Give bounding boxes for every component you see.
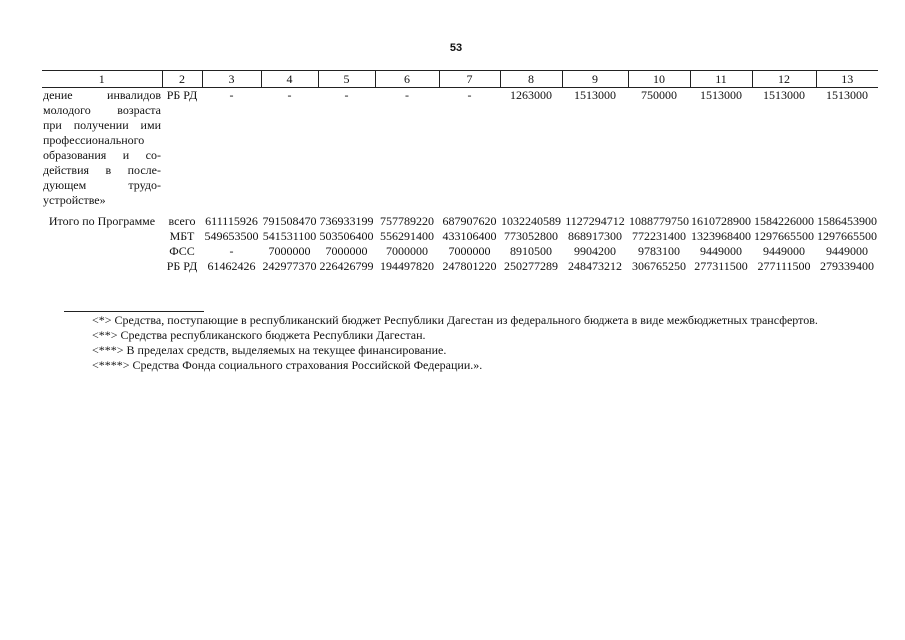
table-cell: 773052800	[504, 229, 558, 243]
table-cell: 194497820	[380, 259, 434, 273]
table-cell: 868917300	[568, 229, 622, 243]
column-header: 13	[816, 71, 878, 88]
table-cell: 247801220	[442, 259, 497, 273]
table-cell: -	[229, 244, 234, 258]
table-cell: 242977370	[262, 259, 317, 273]
table-cell: 757789220	[380, 214, 434, 228]
table-cell: 1586453900	[817, 214, 877, 228]
table-cell: 277311500	[694, 259, 748, 273]
table-cell: 503506400	[319, 229, 374, 243]
column-header: 1	[42, 71, 162, 88]
column-header: 4	[261, 71, 318, 88]
table-cell: -	[467, 88, 472, 102]
footnote-separator	[64, 311, 204, 312]
funding-source: РБ РД	[166, 259, 198, 273]
description-line: устройстве»	[43, 193, 106, 207]
column-header: 7	[439, 71, 500, 88]
column-header: 6	[375, 71, 439, 88]
table-cell: 1513000	[700, 88, 742, 102]
table-cell: 1513000	[826, 88, 868, 102]
column-header: 9	[562, 71, 628, 88]
table-cell: 279339400	[820, 259, 874, 273]
description-line: дующем трудо-	[43, 178, 161, 192]
funding-source: РБ РД	[166, 88, 198, 102]
column-header: 2	[162, 71, 202, 88]
table-cell: 1127294712	[565, 214, 625, 228]
table-cell: 549653500	[204, 229, 259, 243]
table-cell: 1297665500	[754, 229, 814, 243]
total-row	[42, 244, 878, 259]
description-line: образования и со-	[43, 148, 161, 162]
table-cell: 226426799	[319, 259, 374, 273]
table-cell: 7000000	[386, 244, 428, 258]
table-cell: 250277289	[504, 259, 558, 273]
table-cell: 306765250	[632, 259, 686, 273]
total-row	[42, 259, 878, 274]
table-cell: 7000000	[268, 244, 311, 258]
table-cell: 433106400	[442, 229, 497, 243]
row-description	[42, 88, 162, 209]
table-cell: 1513000	[574, 88, 616, 102]
table-header-row	[42, 71, 878, 88]
column-header: 5	[318, 71, 375, 88]
table-cell: 611115926	[205, 214, 258, 228]
footnotes	[64, 313, 850, 373]
table-cell: 1297665500	[817, 229, 877, 243]
table-cell: 687907620	[442, 214, 497, 228]
column-header: 12	[752, 71, 816, 88]
footnote: <**> Средства республиканского бюджета Республики Дагестан.	[92, 328, 426, 342]
footnote: <****> Средства Фонда социального страхования Российской Федерации.».	[92, 358, 483, 372]
table-cell: 1610728900	[691, 214, 751, 228]
table-cell: 7000000	[325, 244, 368, 258]
table-cell: 9449000	[826, 244, 868, 258]
table-cell: 750000	[641, 88, 677, 102]
column-header: 3	[202, 71, 261, 88]
table-cell: 9783100	[638, 244, 680, 258]
column-header: 10	[628, 71, 690, 88]
funding-source: ФСС	[169, 244, 195, 258]
table-cell: 7000000	[448, 244, 491, 258]
column-header: 11	[690, 71, 752, 88]
funding-source: всего	[168, 214, 196, 228]
description-line: молодого возраста	[43, 103, 161, 117]
table-cell: -	[344, 88, 349, 102]
table-cell: 556291400	[380, 229, 434, 243]
column-header: 8	[500, 71, 562, 88]
description-line: действия в после-	[43, 163, 161, 177]
total-label: Итого по Программе	[48, 214, 156, 228]
total-row	[42, 214, 878, 229]
table-cell: 61462426	[207, 259, 256, 273]
table-cell: 8910500	[510, 244, 552, 258]
table-cell: 9449000	[763, 244, 805, 258]
table-cell: 1088779750	[629, 214, 689, 228]
table-cell: 1513000	[763, 88, 805, 102]
table-cell: 9904200	[574, 244, 616, 258]
table-cell: 9449000	[700, 244, 742, 258]
footnote: <***> В пределах средств, выделяемых на текущее финансирование.	[92, 343, 447, 357]
table-cell: 277111500	[757, 259, 811, 273]
footnote: <*> Средства, поступающие в республиканский бюджет Республики Дагестан из федерального бюджета в виде межбюджетных трансфертов.	[92, 313, 818, 327]
budget-table	[42, 70, 878, 274]
description-line: профессионального	[43, 133, 145, 147]
table-cell: 541531100	[262, 229, 317, 243]
table-cell: 1032240589	[501, 214, 561, 228]
table-cell: -	[287, 88, 292, 102]
description-line: дение инвалидов	[43, 88, 161, 102]
table-row	[42, 88, 878, 209]
table-cell: 1323968400	[691, 229, 751, 243]
table-cell: 1263000	[510, 88, 552, 102]
description-line: при получении ими	[43, 118, 161, 132]
table-cell: 248473212	[568, 259, 622, 273]
table-cell: -	[229, 88, 234, 102]
table-cell: 791508470	[262, 214, 317, 228]
table-cell: 772231400	[632, 229, 686, 243]
table-cell: 736933199	[319, 214, 374, 228]
page-number: 53	[449, 42, 463, 54]
table-cell: 1584226000	[754, 214, 814, 228]
table-cell: -	[405, 88, 409, 102]
funding-source: МБТ	[169, 229, 195, 243]
total-row	[42, 229, 878, 244]
